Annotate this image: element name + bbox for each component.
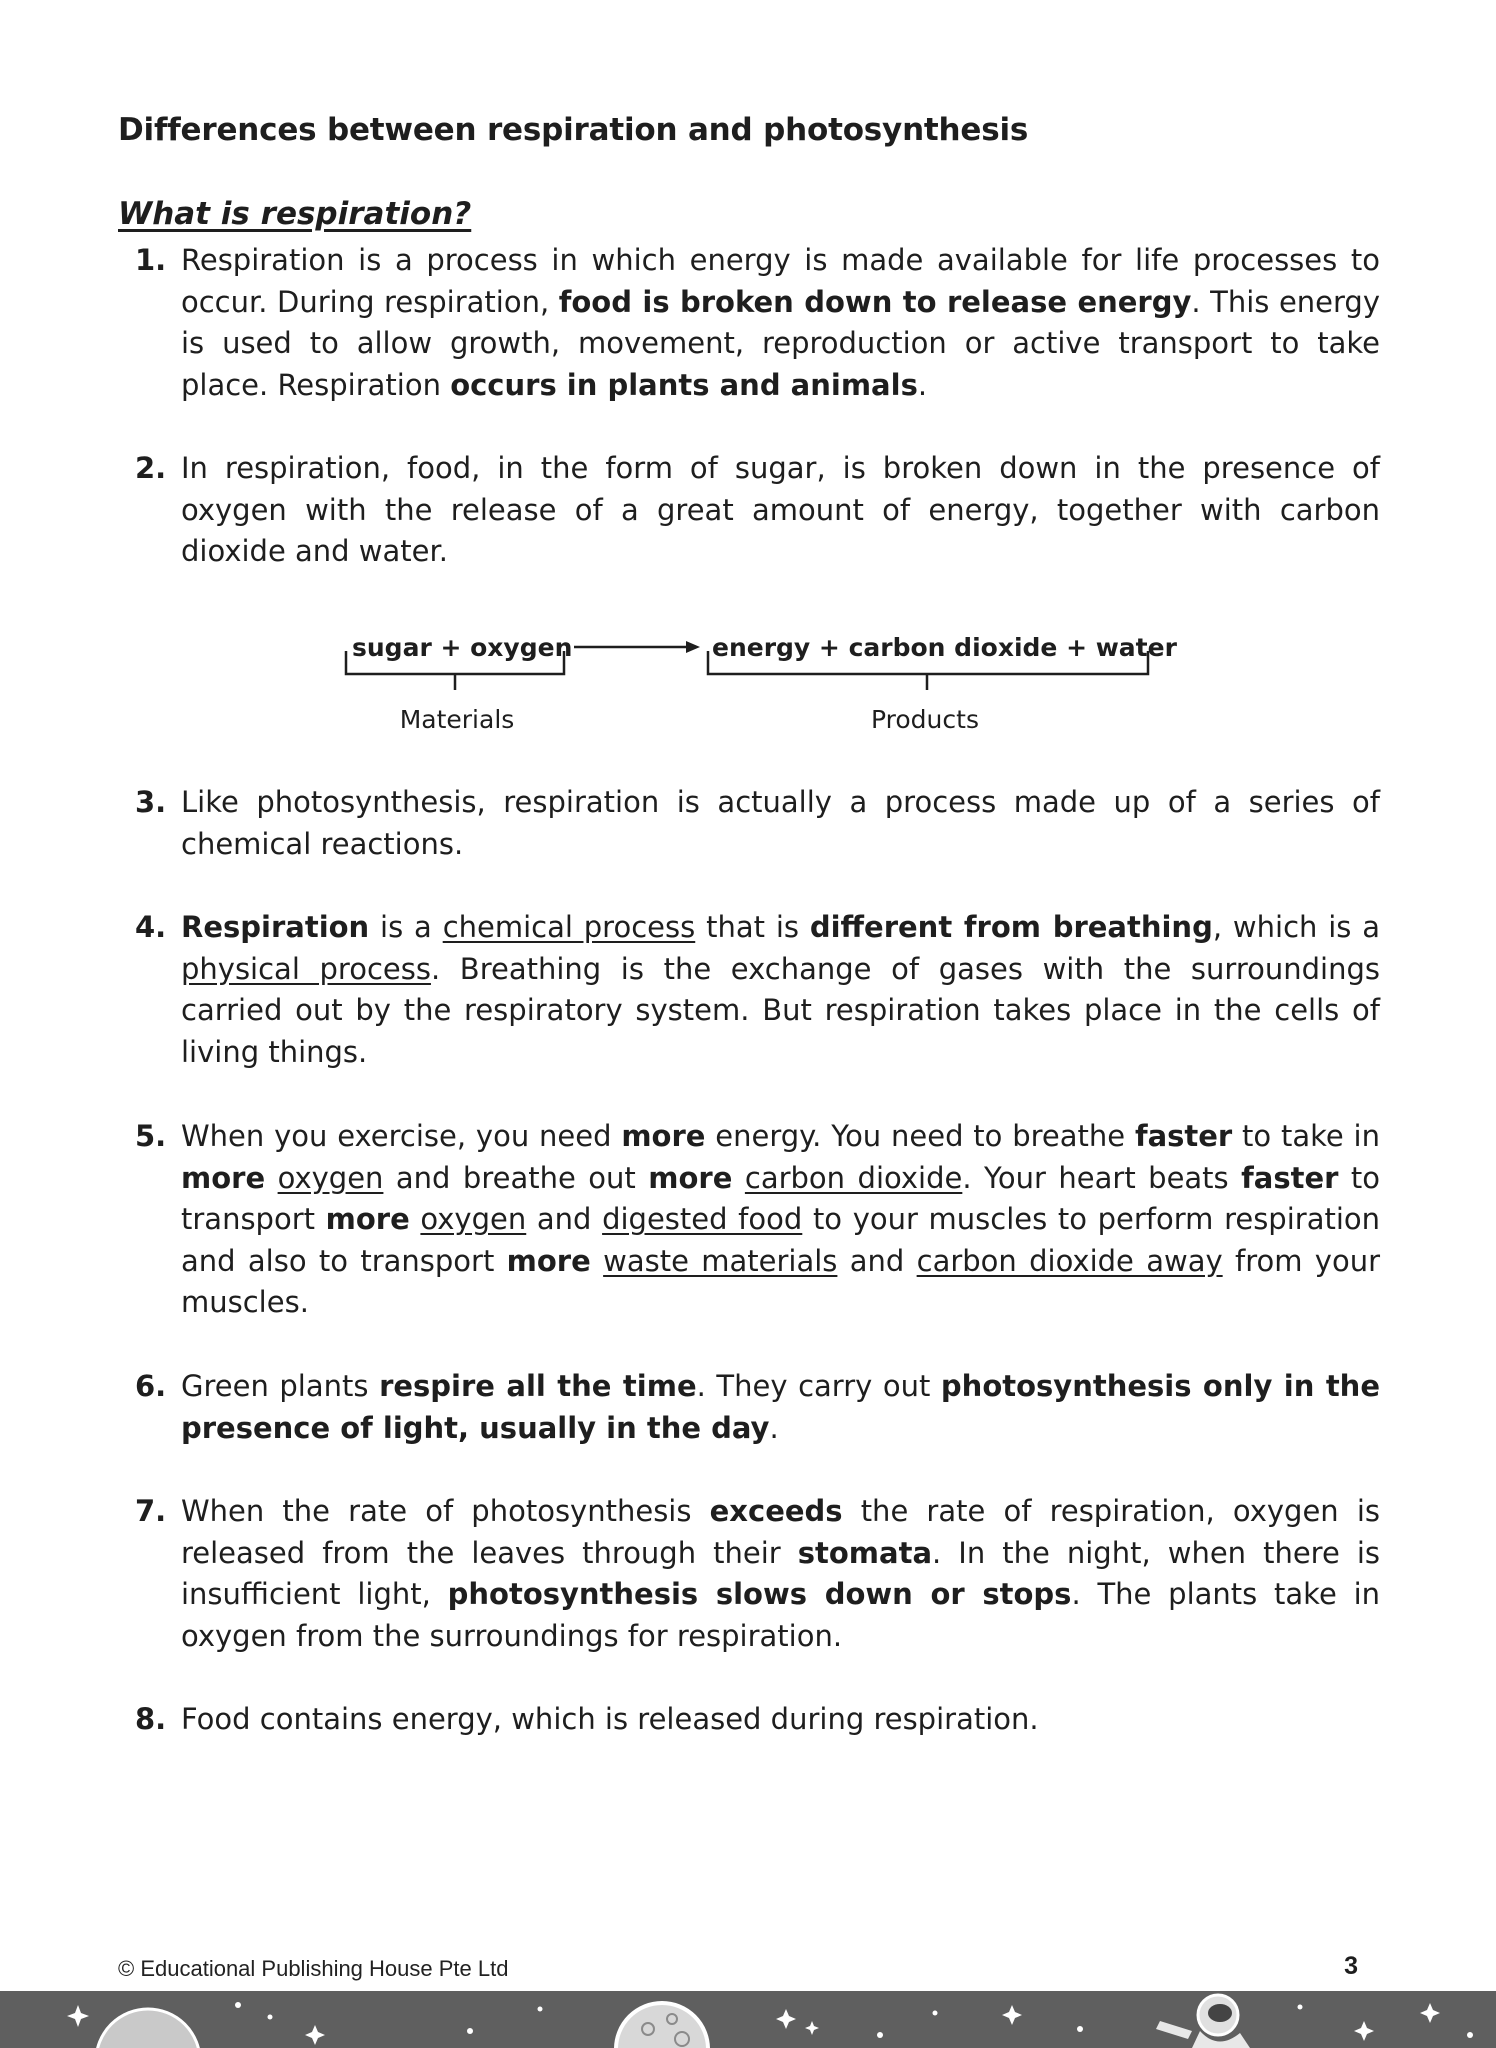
item-number: 3. [135,785,167,819]
reactants-bracket [346,651,564,690]
bold-term: food is broken down to release energy [558,284,1192,319]
list-item [135,240,1380,406]
bold-term: Respiration [181,910,370,944]
bold-term: photosynthesis slows down or stops [447,1577,1072,1612]
item-number: 8. [135,1702,167,1736]
bold-term: faster [1134,1119,1233,1153]
underlined-term: digested food [602,1202,803,1237]
item-text: Like photosynthesis, respiration is actually a process made up of a series of chemical reactions. [181,785,1380,861]
bold-term: occurs in plants and animals [450,367,918,402]
list-item [135,1699,1380,1741]
products-bracket [708,651,1148,690]
item-text: In respiration, food, in the form of sugar, is broken down in the presence of oxygen with the release of a great amount of energy, together with carbon dioxide and water. [181,451,1380,569]
planet-icon [96,2009,200,2048]
item-number: 7. [135,1494,167,1528]
bold-term: faster [1241,1160,1339,1195]
item-number: 1. [135,243,167,277]
section-title: What is respiration? [118,196,472,232]
bold-term: different from breathing [809,910,1213,944]
bold-term: more [648,1160,733,1195]
item-number: 6. [135,1369,167,1403]
bold-term: more [506,1243,591,1278]
bold-term: respire all the time [379,1369,697,1403]
underlined-term: oxygen [277,1160,384,1195]
underlined-term: carbon dioxide [744,1160,963,1195]
underlined-term: physical process [181,951,431,986]
list-item [135,1491,1380,1657]
item-text: Respiration is a chemical process that is different from breathing, which is a physical process. Breathing is the exchange of gases with the surroundings carried out by the respiratory system. But respiration takes place in the cells of living things. [181,910,1381,1069]
bold-term: photosynthesis only in the presence of light, usually in the day [181,1369,1380,1445]
decorative-space-banner [0,1991,1496,2048]
products-label: Products [871,705,979,734]
list-item [135,1366,1380,1449]
item-text: Food contains energy, which is released during respiration. [181,1702,1039,1736]
item-text: When the rate of photosynthesis exceeds the rate of respiration, oxygen is released from the leaves through their stomata. In the night, when there is insufficient light, photosynthesis slows down or stops. The plants take in oxygen from the surroundings for respiration. [181,1494,1381,1653]
underlined-term: waste materials [603,1243,838,1278]
bold-term: more [621,1119,706,1153]
item-text: Green plants respire all the time. They carry out photosynthesis only in the presence of light, usually in the day. [181,1369,1380,1445]
equation-products: energy + carbon dioxide + water [712,633,1177,662]
equation-reactants: sugar + oxygen [352,633,573,662]
underlined-term: chemical process [442,910,696,944]
bold-term: stomata [797,1535,933,1570]
reaction-arrow-head [686,641,700,653]
moon-icon [616,2003,708,2048]
astronaut-icon [1156,1995,1250,2048]
underlined-term: carbon dioxide away [916,1243,1223,1278]
bold-term: more [325,1202,410,1237]
bold-term: exceeds [709,1494,843,1528]
list-item [135,782,1380,865]
list-item [135,907,1380,1073]
item-number: 4. [135,910,167,944]
bold-term: more [181,1160,266,1195]
materials-label: Materials [399,705,515,734]
item-number: 5. [135,1119,167,1153]
stars-icon [67,2002,1473,2045]
underlined-term: oxygen [420,1202,527,1237]
list-item [135,1116,1380,1324]
list-item [135,448,1380,573]
page-number: 3 [1344,1952,1358,1980]
item-text: Respiration is a process in which energy is made available for life processes to occur. During respiration, food is broken down to release energy. This energy is used to allow growth, movement, reproduction or active transport to take place. Respiration occurs in plants and animals. [181,243,1380,402]
item-number: 2. [135,451,167,485]
item-text: When you exercise, you need more energy. You need to breathe faster to take in more oxygen and breathe out more carbon dioxide. Your heart beats faster to transport more oxygen and digested food to your muscles to perform respiration and also to transport more waste materials and carbon dioxide away from your muscles. [181,1119,1381,1320]
space-decoration [0,1991,1496,2048]
page-title: Differences between respiration and photosynthesis [118,112,1029,148]
copyright-notice: © Educational Publishing House Pte Ltd [118,1956,509,1981]
